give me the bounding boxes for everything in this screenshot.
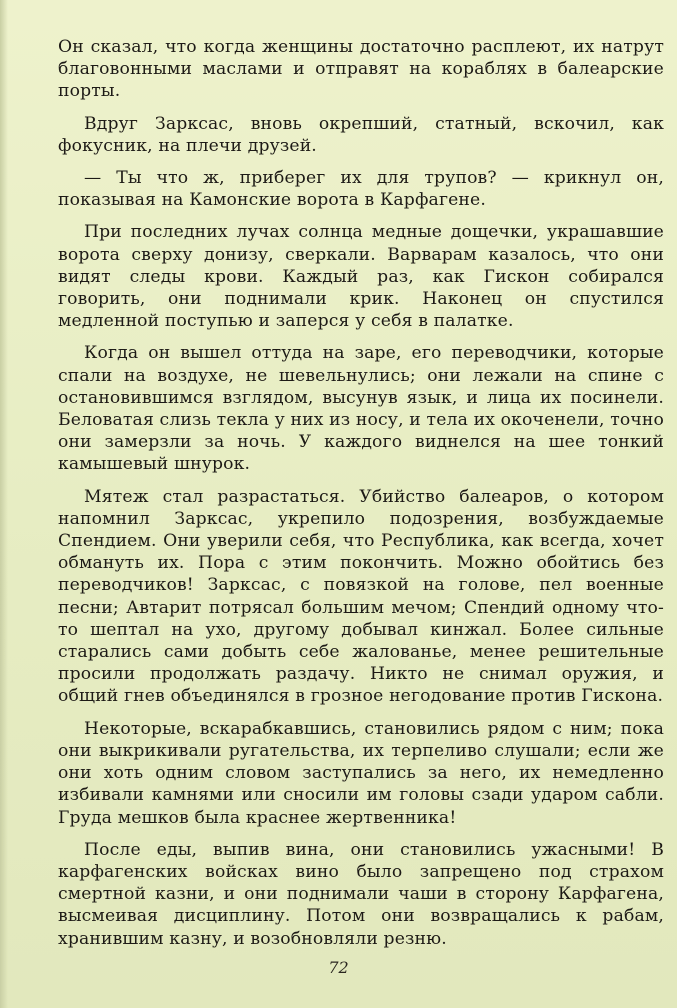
page-gutter-shadow xyxy=(0,0,8,1008)
paragraph-5: Когда он вышел оттуда на заре, его переводчики, которые спали на воздухе, не шевельнулись; они лежали на спине с остановившимся взглядом, высунув язык, и лица их посинели. Беловатая слизь текла у них из носу, и тела их окоченели, точно они замерзли за ночь. У каждого виднелся на шее тонкий камышевый шнурок. xyxy=(58,343,664,475)
paragraph-3: — Ты что ж, приберег их для трупов? — крикнул он, показывая на Камонские ворота в Карфагене. xyxy=(58,168,664,211)
paragraph-6: Мятеж стал разрастаться. Убийство балеаров, о котором напомнил Зарксас, укрепило подозрения, возбуждаемые Спендием. Они уверили себя, что Республика, как всегда, хочет обмануть их. Пора с этим покончить. Можно обойтись без переводчиков! Зарксас, с повязкой на голове, пел военные песни; Автарит потрясал большим мечом; Спендий одному что-то шептал на ухо, другому добывал кинжал. Более сильные старались сами добыть себе жалованье, менее решительные просили продолжать раздачу. Никто не снимал оружия, и общий гнев объединялся в грозное негодование против Гискона. xyxy=(58,486,664,707)
paragraph-1: Он сказал, что когда женщины достаточно расплеют, их натрут благовонными маслами и отправят на кораблях в балеарские порты. xyxy=(58,37,664,102)
paragraph-8: После еды, выпив вина, они становились ужасными! В карфагенских войсках вино было запрещено под страхом смертной казни, и они поднимали чаши в сторону Карфагена, высмеивая дисциплину. Потом они возвращались к рабам, хранившим казну, и возобновляли резню. xyxy=(58,839,664,949)
paragraph-7: Некоторые, вскарабкавшись, становились рядом с ним; пока они выкрикивали ругательства, их терпеливо слушали; если же они хоть одним словом заступались за него, их немедленно избивали камнями или сносили им головы сзади ударом сабли. Груда мешков была краснее жертвенника! xyxy=(58,718,664,828)
page-number: 72 xyxy=(328,958,349,977)
paragraph-2: Вдруг Зарксас, вновь окрепший, статный, вскочил, как фокусник, на плечи друзей. xyxy=(58,113,664,156)
page-text xyxy=(58,36,664,960)
paragraph-4: При последних лучах солнца медные дощечки, украшавшие ворота сверху донизу, сверкали. Варварам казалось, что они видят следы крови. Каждый раз, как Гискон собирался говорить, они поднимали крик. Наконец он спустился медленной поступью и заперся у себя в палатке. xyxy=(58,222,664,332)
